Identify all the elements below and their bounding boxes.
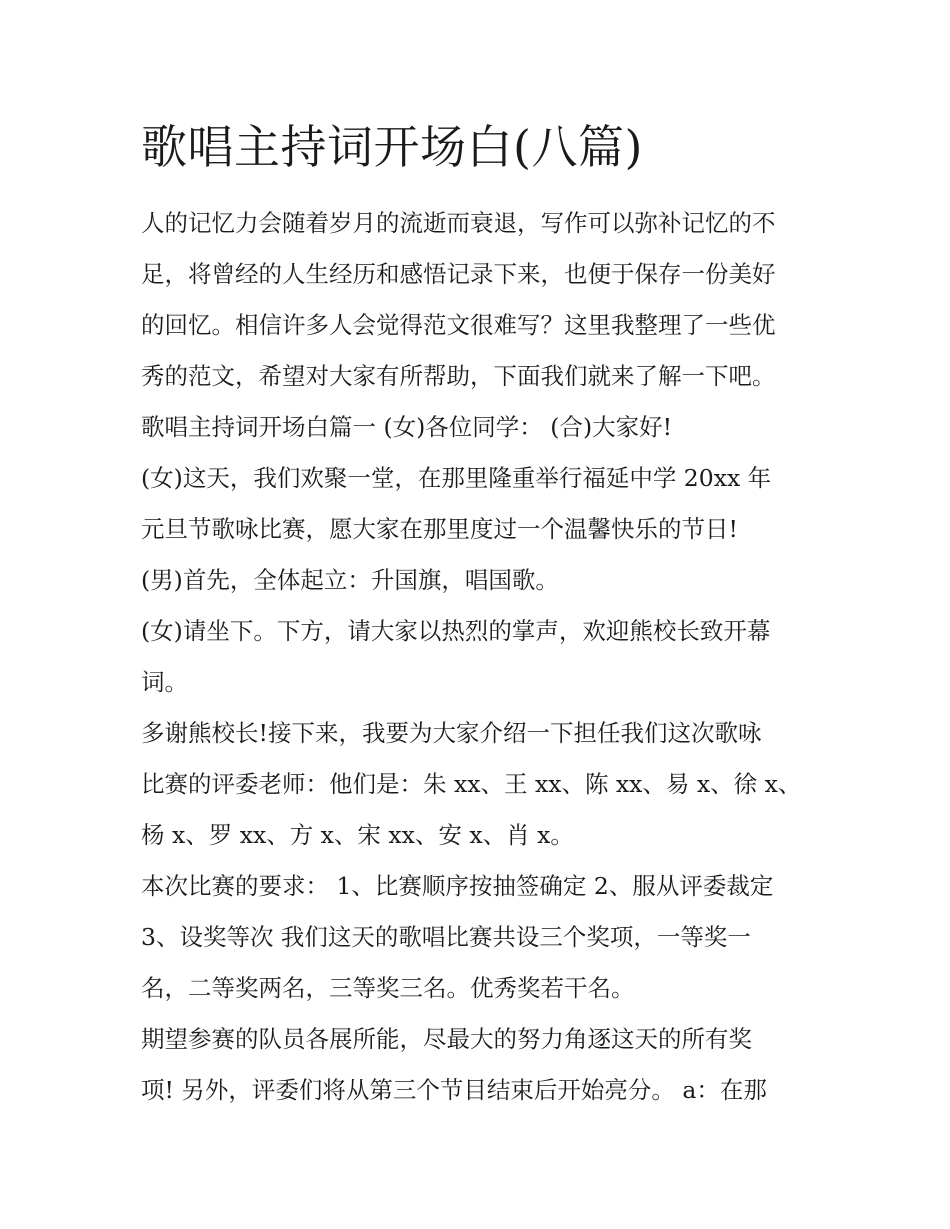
text-line: 比赛的评委老师：他们是：朱 xx、王 xx、陈 xx、易 x、徐 x、	[141, 770, 802, 798]
text-line: (女)这天，我们欢聚一堂，在那里隆重举行福延中学 20xx 年	[141, 464, 772, 492]
paragraph-rules	[141, 861, 812, 1014]
paragraph-anthem	[141, 555, 812, 606]
text-line: 歌唱主持词开场白篇一 (女)各位同学： (合)大家好!	[141, 413, 673, 441]
text-line: 本次比赛的要求： 1、比赛顺序按抽签确定 2、服从评委裁定	[141, 872, 774, 900]
text-line: 足，将曾经的人生经历和感悟记录下来，也便于保存一份美好	[141, 260, 776, 288]
text-line: 项! 另外，评委们将从第三个节目结束后开始亮分。 a：在那	[141, 1076, 767, 1104]
paragraph-principal-speech	[141, 606, 812, 708]
paragraph-judges	[141, 708, 812, 861]
paragraph-expectation	[141, 1014, 812, 1116]
text-line: 元旦节歌咏比赛，愿大家在那里度过一个温馨快乐的节日!	[141, 515, 738, 543]
paragraph-intro	[141, 198, 812, 402]
paragraph-greeting	[141, 402, 812, 453]
text-line: (男)首先，全体起立：升国旗，唱国歌。	[141, 566, 559, 594]
text-line: (女)请坐下。下方，请大家以热烈的掌声，欢迎熊校长致开幕	[141, 617, 771, 645]
text-line: 名，二等奖两名，三等奖三名。优秀奖若干名。	[141, 974, 635, 1002]
text-line: 多谢熊校长!接下来，我要为大家介绍一下担任我们这次歌咏	[141, 719, 762, 747]
paragraph-opening	[141, 453, 812, 555]
text-line: 期望参赛的队员各展所能，尽最大的努力角逐这天的所有奖	[141, 1025, 752, 1053]
text-line: 秀的范文，希望对大家有所帮助，下面我们就来了解一下吧。	[141, 362, 776, 390]
text-line: 杨 x、罗 xx、方 x、宋 xx、安 x、肖 x。	[141, 821, 574, 849]
text-line: 词。	[141, 668, 188, 696]
text-line: 人的记忆力会随着岁月的流逝而衰退，写作可以弥补记忆的不	[141, 209, 776, 237]
text-line: 的回忆。相信许多人会觉得范文很难写？这里我整理了一些优	[141, 311, 776, 339]
text-line: 3、设奖等次 我们这天的歌唱比赛共设三个奖项，一等奖一	[141, 923, 751, 951]
document-title: 歌唱主持词开场白(八篇)	[141, 120, 643, 174]
